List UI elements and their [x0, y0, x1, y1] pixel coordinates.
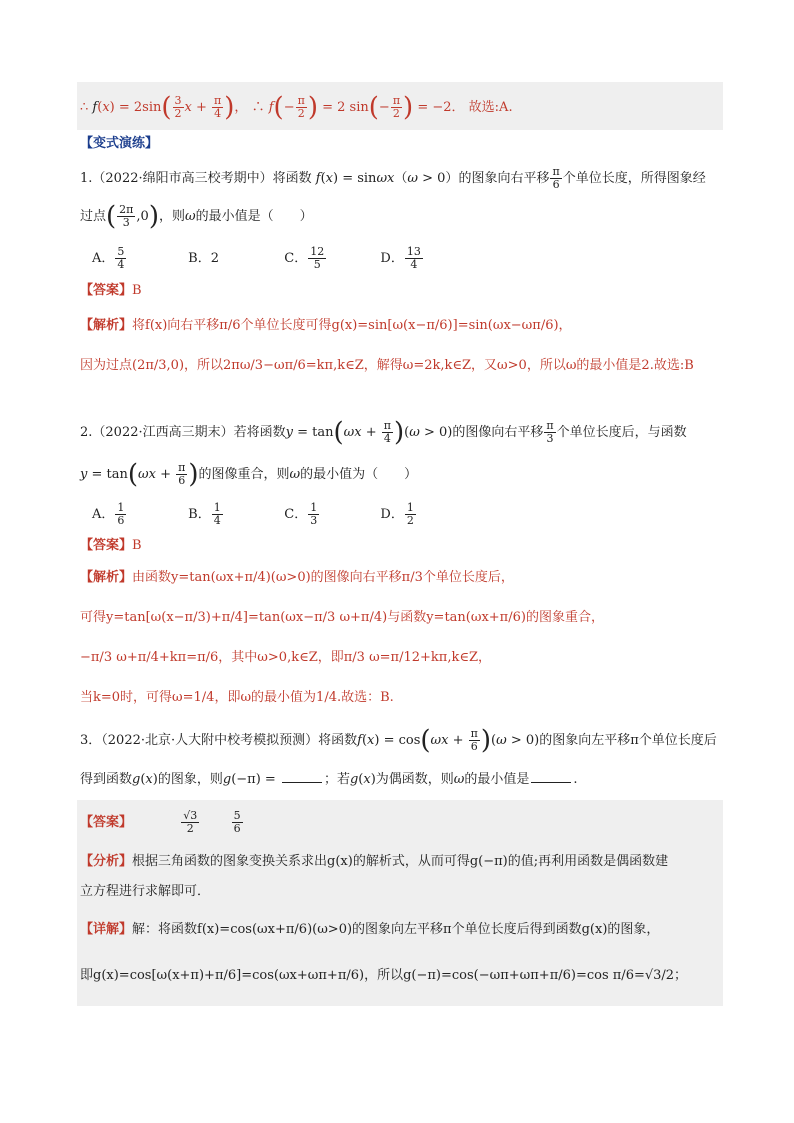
q3-line2-d: 为偶函数，则 [375, 772, 454, 787]
analysis-tag: 【分析】 [80, 854, 133, 869]
q2-analysis-line4 [80, 688, 394, 708]
answer-value: B [132, 283, 142, 298]
q1-line2-post: ，则 [158, 209, 185, 224]
q3-answer: 【答案】 $\frac{√3}{2}$ $\frac{5}{6}$ [80, 809, 241, 835]
q3-detail-line2 [80, 966, 687, 986]
q1-stem-line1: 1.（2022·绵阳市高三校考期中）将函数 f(x) = sinωx（ω > 0）的图象向右平移 $\frac{\pi}{6}$ 个单位长度，所得图象经 [80, 165, 706, 191]
q1-lead: 1.（2022·绵阳市高三校考期中）将函数 [80, 171, 312, 186]
detail-text: 解：将函数f(x)=cos(ωx+π/6)(ω>0)的图象向左平移π个单位长度后得到函数g(x)的图象， [132, 922, 660, 937]
q1-option-a[interactable]: A． $\frac{5}{4}$ [92, 245, 125, 271]
detail-text: 即g(x)=cos[ω(x+π)+π/6]=cos(ωx+ωπ+π/6)，所以g(−π)=cos(−ωπ+ωπ+π/6)=cos π/6=√3/2； [80, 968, 688, 983]
q3-blank-1[interactable] [282, 782, 322, 783]
q3-stem-line2: 得到函数g(x)的图象，则g(−π) = ；若g(x)为偶函数，则ω的最小值是 . [80, 772, 578, 787]
analysis-text: 根据三角函数的图象变换关系求出g(x)的解析式，从而可得g(−π)的值;再利用函数是偶函数建 [132, 854, 669, 869]
q1-line2-pre: 过点 [80, 209, 107, 224]
q3-line2-a: 得到函数 [80, 772, 133, 787]
q1-options [92, 246, 472, 271]
q1-answer [80, 281, 142, 301]
analysis-text: 立方程进行求解即可． [80, 884, 211, 899]
q3-line2-e: 的最小值是 [464, 772, 530, 787]
q3-stem-line1: 3．（2022·北京·人大附中校考模拟预测）将函数f(x) = cos(ωx + $\frac{\pi}{6}$ )(ω > 0)的图象向左平移π个单位长度后 [80, 725, 717, 756]
q2-line2-end: 的最小值为（ ） [300, 467, 418, 482]
q2-option-b[interactable]: B． $\frac{1}{4}$ [188, 501, 221, 527]
q3-detail-line1 [80, 920, 659, 940]
q2-tail: 的图像向右平移 [452, 425, 544, 440]
q3-analysis-line2 [80, 882, 210, 902]
q2-line2-post: 的图像重合，则 [198, 467, 290, 482]
analysis-text: 当k=0时，可得ω=1/4，即ω的最小值为1/4.故选：B. [80, 690, 394, 705]
answer-tag: 【答案】 [80, 815, 133, 830]
q2-tail2: 个单位长度后，与函数 [556, 425, 687, 440]
q3-lead: 3．（2022·北京·人大附中校考模拟预测）将函数 [80, 733, 358, 748]
conclusion-text: 故选:A. [468, 100, 513, 115]
q2-option-c[interactable]: C． $\frac{1}{3}$ [284, 501, 318, 527]
q3-mid: 的图象向左平移 [539, 733, 631, 748]
prev-solution-line: ∴ f(x) = 2sin( $\frac{3}{2}$ x + $\frac{\pi}{4}$ )， ∴ f(− $\frac{\pi}{2}$ ) = 2 sin(− $\frac{\pi}{2}$ ) = −2． 故选:A. [80, 92, 513, 123]
analysis-text: 可得y=tan[ω(x−π/3)+π/4]=tan(ωx−π/3 ω+π/4)与函数y=tan(ωx+π/6)的图象重合， [80, 610, 604, 625]
analysis-tag: 【解析】 [80, 570, 133, 585]
q2-analysis-line3 [80, 648, 491, 668]
q3-line2-c: ；若 [323, 772, 350, 787]
q3-line2-b: 的图象，则 [157, 772, 223, 787]
q2-analysis-line1 [80, 568, 514, 588]
analysis-tag: 【解析】 [80, 318, 133, 333]
q1-analysis-line1 [80, 316, 572, 336]
analysis-text: 因为过点(2π/3,0)，所以2πω/3−ωπ/6=kπ,k∈Z，解得ω=2k,k∈Z，又ω>0，所以ω的最小值是2.故选:B [80, 358, 694, 373]
q3-line2-end: . [573, 772, 578, 787]
analysis-text: 将f(x)向右平移π/6个单位长度可得g(x)=sin[ω(x−π/6)]=sin(ωx−ωπ/6)， [132, 318, 572, 333]
q1-tail: 个单位长度，所得图象经 [562, 171, 706, 186]
q1-option-c[interactable]: C． $\frac{12}{5}$ [284, 245, 325, 271]
answer-value: B [132, 538, 142, 553]
q2-stem-line2: y = tan(ωx + $\frac{\pi}{6}$ )的图像重合，则ω的最小值为（ ） [80, 459, 418, 490]
q2-option-a[interactable]: A． $\frac{1}{6}$ [92, 501, 125, 527]
analysis-text: −π/3 ω+π/4+kπ=π/6，其中ω>0,k∈Z，即π/3 ω=π/12+kπ,k∈Z， [80, 650, 492, 665]
q2-answer [80, 536, 142, 556]
q1-option-d[interactable]: D． $\frac{13}{4}$ [380, 245, 421, 271]
q1-analysis-line2 [80, 356, 694, 376]
q3-blank-2[interactable] [531, 782, 571, 783]
q1-option-b[interactable]: B．2 [188, 251, 219, 266]
q2-options [92, 502, 472, 527]
analysis-text: 由函数y=tan(ωx+π/4)(ω>0)的图像向右平移π/3个单位长度后， [132, 570, 514, 585]
q3-mid2: 个单位长度后 [638, 733, 717, 748]
q2-option-d[interactable]: D． $\frac{1}{2}$ [380, 501, 414, 527]
answer-tag: 【答案】 [80, 538, 133, 553]
detail-tag: 【详解】 [80, 922, 133, 937]
q2-analysis-line2 [80, 608, 604, 628]
answer-tag: 【答案】 [80, 283, 133, 298]
q3-analysis-line1 [80, 852, 668, 872]
therefore-symbol: ∴ [251, 100, 265, 115]
q1-stem-line2: 过点( $\frac{2\pi}{3}$ ,0)，则ω的最小值是（ ） [80, 201, 313, 232]
q1-mid: 的图象向右平移 [458, 171, 550, 186]
q1-line2-end: 的最小值是（ ） [195, 209, 313, 224]
q2-lead: 2.（2022·江西高三期末）若将函数 [80, 425, 286, 440]
q2-stem-line1: 2.（2022·江西高三期末）若将函数y = tan(ωx + $\frac{\pi}{4}$ )(ω > 0)的图像向右平移 $\frac{\pi}{3}$ 个单位长度后，与函数 [80, 417, 687, 448]
section-title: 【变式演练】 [80, 136, 159, 151]
therefore-symbol: ∴ [80, 100, 89, 115]
